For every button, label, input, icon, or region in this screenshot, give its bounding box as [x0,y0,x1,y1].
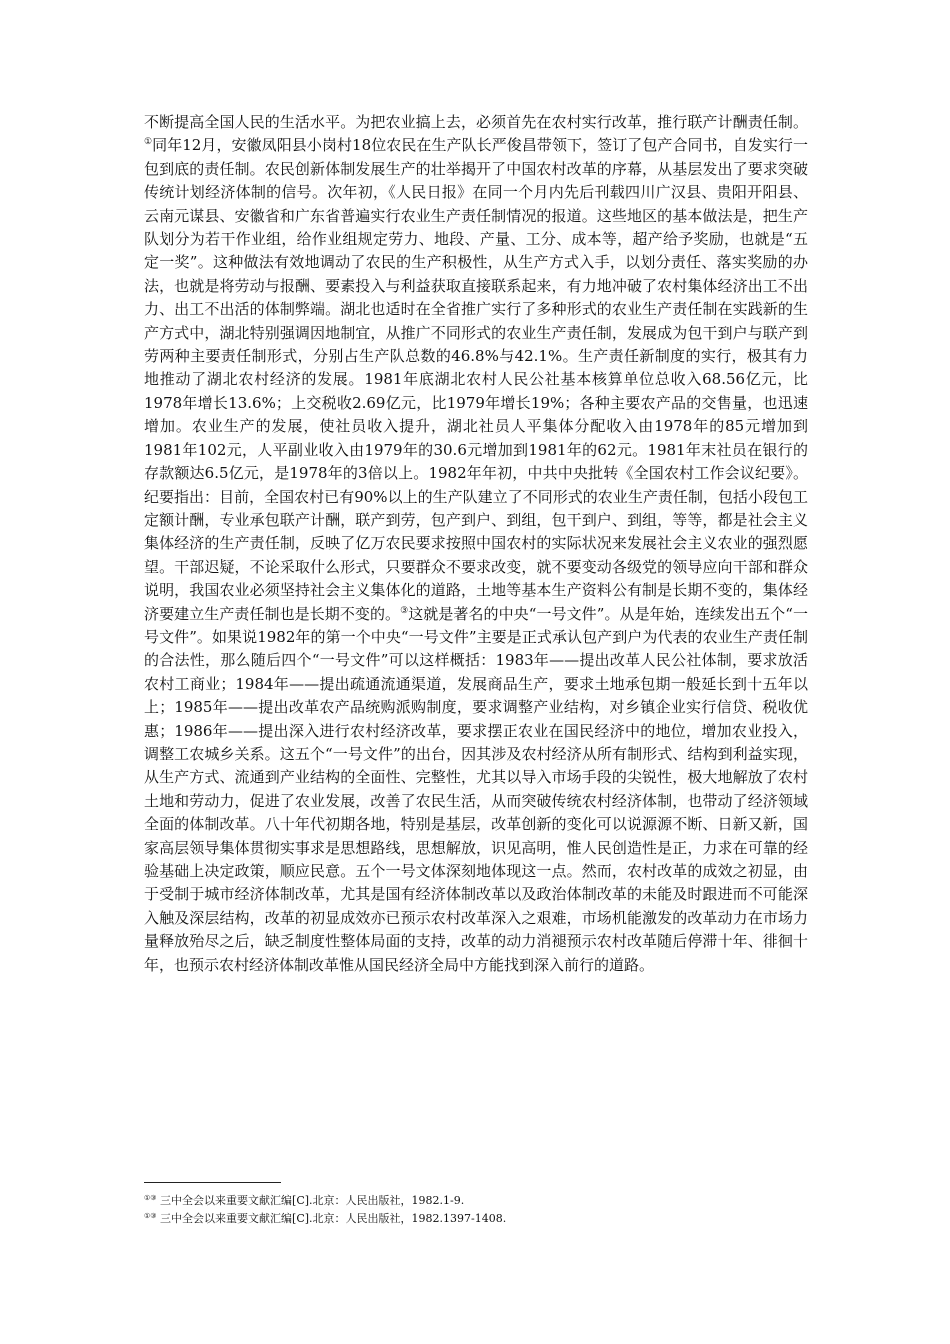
body-text-part-2: 同年12月，安徽凤阳县小岗村18位农民在生产队长严俊昌带领下，签订了包产合同书，自发实行一包到底的责任制。农民创新体制发展生产的壮举揭开了中国农村改革的序幕，从基层发出了要求突破传统计划经济体制的信号。次年初，《人民日报》在同一个月内先后刊载四川广汉县、贵阳开阳县、云南元谋县、安徽省和广东省普遍实行农业生产责任制情况的报道。这些地区的基本做法是，把生产队划分为若干作业组，给作业组规定劳力、地段、产量、工分、成本等，超产给予奖励，也就是“五定一奖”。这种做法有效地调动了农民的生产积极性，从生产方式入手，以划分责任、落实奖励的办法，也就是将劳动与报酬、要素投入与利益获取直接联系起来，有力地冲破了农村集体经济出工不出力、出工不出活的体制弊端。湖北也适时在全省推广实行了多种形式的农业生产责任制在实践新的生产方式中，湖北特别强调因地制宜，从推广不同形式的农业生产责任制，发展成为包干到户与联产到劳两种主要责任制形式，分别占生产队总数的46.8%与42.1%。生产责任新制度的实行，极其有力地推动了湖北农村经济的发展。1981年底湖北农村人民公社基本核算单位总收入68.56亿元，比1978年增长13.6%；上交税收2.69亿元，比1979年增长19%；各种主要农产品的交售量，也迅速增加。农业生产的发展，使社员收入提升，湖北社员人平集体分配收入由1978年的85元增加到1981年102元，人平副业收入由1979年的30.6元增加到1981年的62元。1981年末社员在银行的存款额达6.5亿元，是1978年的3倍以上。1982年年初，中共中央批转《全国农村工作会议纪要》。纪要指出：目前，全国农村已有90%以上的生产队建立了不同形式的农业生产责任制，包括小段包工定额计酬，专业承包联产计酬，联产到劳，包产到户、到组，包干到户、到组，等等，都是社会主义集体经济的生产责任制，反映了亿万农民要求按照中国农村的实际状况来发展社会主义农业的强烈愿望。干部迟疑，不论采取什么形式，只要群众不要求改变，就不要变动各级党的领导应向干部和群众说明，我国农业必须坚持社会主义集体化的道路，土地等基本生产资料公有制是长期不变的，集体经济要建立生产责任制也是长期不变的。 [144,136,808,623]
footnote-marker-1[interactable]: ① [144,137,153,148]
body-text-part-1: 不断提高全国人民的生活水平。为把农业搞上去，必须首先在农村实行改革，推行联产计酬责任制。 [144,113,808,131]
footnote-1 [144,1194,808,1208]
footnote-2 [144,1212,808,1226]
footnote-2-text: 三中全会以来重要文献汇编[C].北京：人民出版社，1982.1397-1408. [156,1212,507,1225]
body-text-part-3: 这就是著名的中央“一号文件”。从是年始，连续发出五个“一号文件”。如果说1982年的第一个中央“一号文件”主要是正式承认包产到户为代表的农业生产责任制的合法性，那么随后四个“一号文件”可以这样概括：1983年——提出改革人民公社体制，要求放活农村工商业；1984年——提出疏通流通渠道，发展商品生产，要求土地承包期一般延长到十五年以上；1985年——提出改革农产品统购派购制度，要求调整产业结构，对乡镇企业实行信贷、税收优惠；1986年——提出深入进行农村经济改革，要求摆正农业在国民经济中的地位，增加农业投入，调整工农城乡关系。这五个“一号文件”的出台，因其涉及农村经济从所有制形式、结构到利益实现，从生产方式、流通到产业结构的全面性、完整性，尤其以导入市场手段的尖锐性，极大地解放了农村土地和劳动力，促进了农业发展，改善了农民生活，从而突破传统农村经济体制，也带动了经济领域全面的体制改革。八十年代初期各地，特别是基层，改革创新的变化可以说源源不断、日新又新，国家高层领导集体贯彻实事求是思想路线，思想解放，识见高明，惟人民创造性是正，力求在可靠的经验基础上决定政策，顺应民意。五个一号文体深刻地体现这一点。然而，农村改革的成效之初显，由于受制于城市经济体制改革，尤其是国有经济体制改革以及政治体制改革的未能及时跟进而不可能深入触及深层结构，改革的初显成效亦已预示农村改革深入之艰难，市场机能激发的改革动力在市场力量释放殆尽之后，缺乏制度性整体局面的支持，改革的动力消褪预示农村改革随后停滞十年、徘徊十年，也预示农村经济体制改革惟从国民经济全局中方能找到深入前行的道路。 [144,604,808,974]
footnote-marker-3[interactable]: ③ [400,605,409,616]
footnote-2-marker: ①③ [144,1212,157,1220]
footnote-divider [144,1182,281,1183]
footnote-1-text: 三中全会以来重要文献汇编[C].北京：人民出版社，1982.1-9. [156,1194,465,1207]
footnote-1-marker: ①③ [144,1194,157,1202]
body-paragraph [144,111,808,977]
